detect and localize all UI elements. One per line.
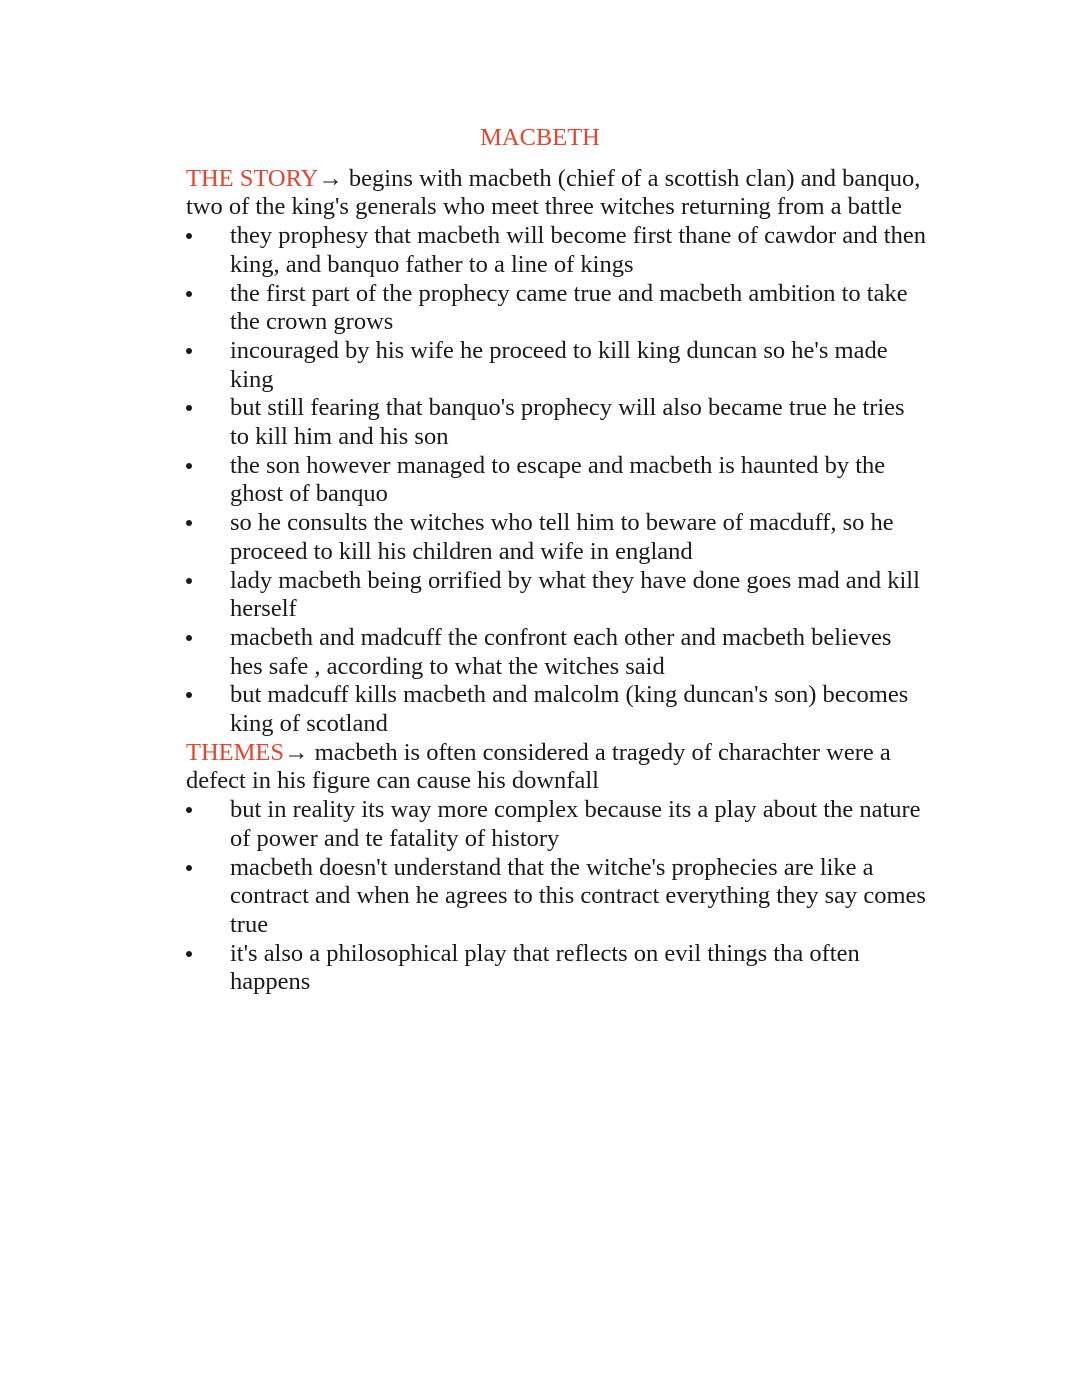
arrow-icon: → bbox=[318, 164, 343, 192]
bullet-icon bbox=[186, 951, 192, 957]
list-item: but in reality its way more complex because its a play about the nature of power and te fatality of history bbox=[186, 796, 926, 853]
list-item: it's also a philosophical play that reflects on evil things tha often happens bbox=[186, 940, 926, 997]
list-item: but madcuff kills macbeth and malcolm (king duncan's son) becomes king of scotland bbox=[186, 681, 926, 738]
bullet-icon bbox=[186, 578, 192, 584]
section-themes bbox=[186, 739, 926, 997]
list-item: but still fearing that banquo's prophecy will also became true he tries to kill him and his son bbox=[186, 394, 926, 451]
section-story-heading bbox=[186, 165, 926, 222]
list-item: they prophesy that macbeth will become first thane of cawdor and then king, and banquo father to a line of kings bbox=[186, 222, 926, 279]
bullet-icon bbox=[186, 520, 192, 526]
bullet-icon bbox=[186, 865, 192, 871]
list-item: macbeth and madcuff the confront each other and macbeth believes hes safe , according to what the witches said bbox=[186, 624, 926, 681]
list-item: the first part of the prophecy came true and macbeth ambition to take the crown grows bbox=[186, 280, 926, 337]
bullet-icon bbox=[186, 233, 192, 239]
bullet-icon bbox=[186, 291, 192, 297]
bullet-icon bbox=[186, 405, 192, 411]
document-title: MACBETH bbox=[480, 124, 600, 151]
section-themes-heading bbox=[186, 739, 926, 796]
list-item: lady macbeth being orrified by what they have done goes mad and kill herself bbox=[186, 567, 926, 624]
list-item: macbeth doesn't understand that the witche's prophecies are like a contract and when he agrees to this contract everything they say comes true bbox=[186, 854, 926, 940]
section-story bbox=[186, 165, 926, 739]
themes-bullet-list bbox=[186, 796, 926, 997]
bullet-icon bbox=[186, 635, 192, 641]
bullet-icon bbox=[186, 463, 192, 469]
bullet-icon bbox=[186, 348, 192, 354]
list-item: so he consults the witches who tell him to beware of macduff, so he proceed to kill his children and wife in england bbox=[186, 509, 926, 566]
arrow-icon: → bbox=[284, 738, 309, 766]
document-page bbox=[186, 124, 926, 997]
bullet-icon bbox=[186, 692, 192, 698]
list-item: the son however managed to escape and macbeth is haunted by the ghost of banquo bbox=[186, 452, 926, 509]
section-themes-label: THEMES bbox=[186, 738, 284, 766]
list-item: incouraged by his wife he proceed to kill king duncan so he's made king bbox=[186, 337, 926, 394]
section-story-label: THE STORY bbox=[186, 164, 319, 192]
section-story-intro: begins with macbeth (chief of a scottish clan) and banquo, two of the king's generals who meet three witches returning from a battle bbox=[186, 164, 921, 221]
bullet-icon bbox=[186, 807, 192, 813]
story-bullet-list bbox=[186, 222, 926, 739]
section-themes-intro: macbeth is often considered a tragedy of charachter were a defect in his figure can cause his downfall bbox=[186, 738, 891, 795]
